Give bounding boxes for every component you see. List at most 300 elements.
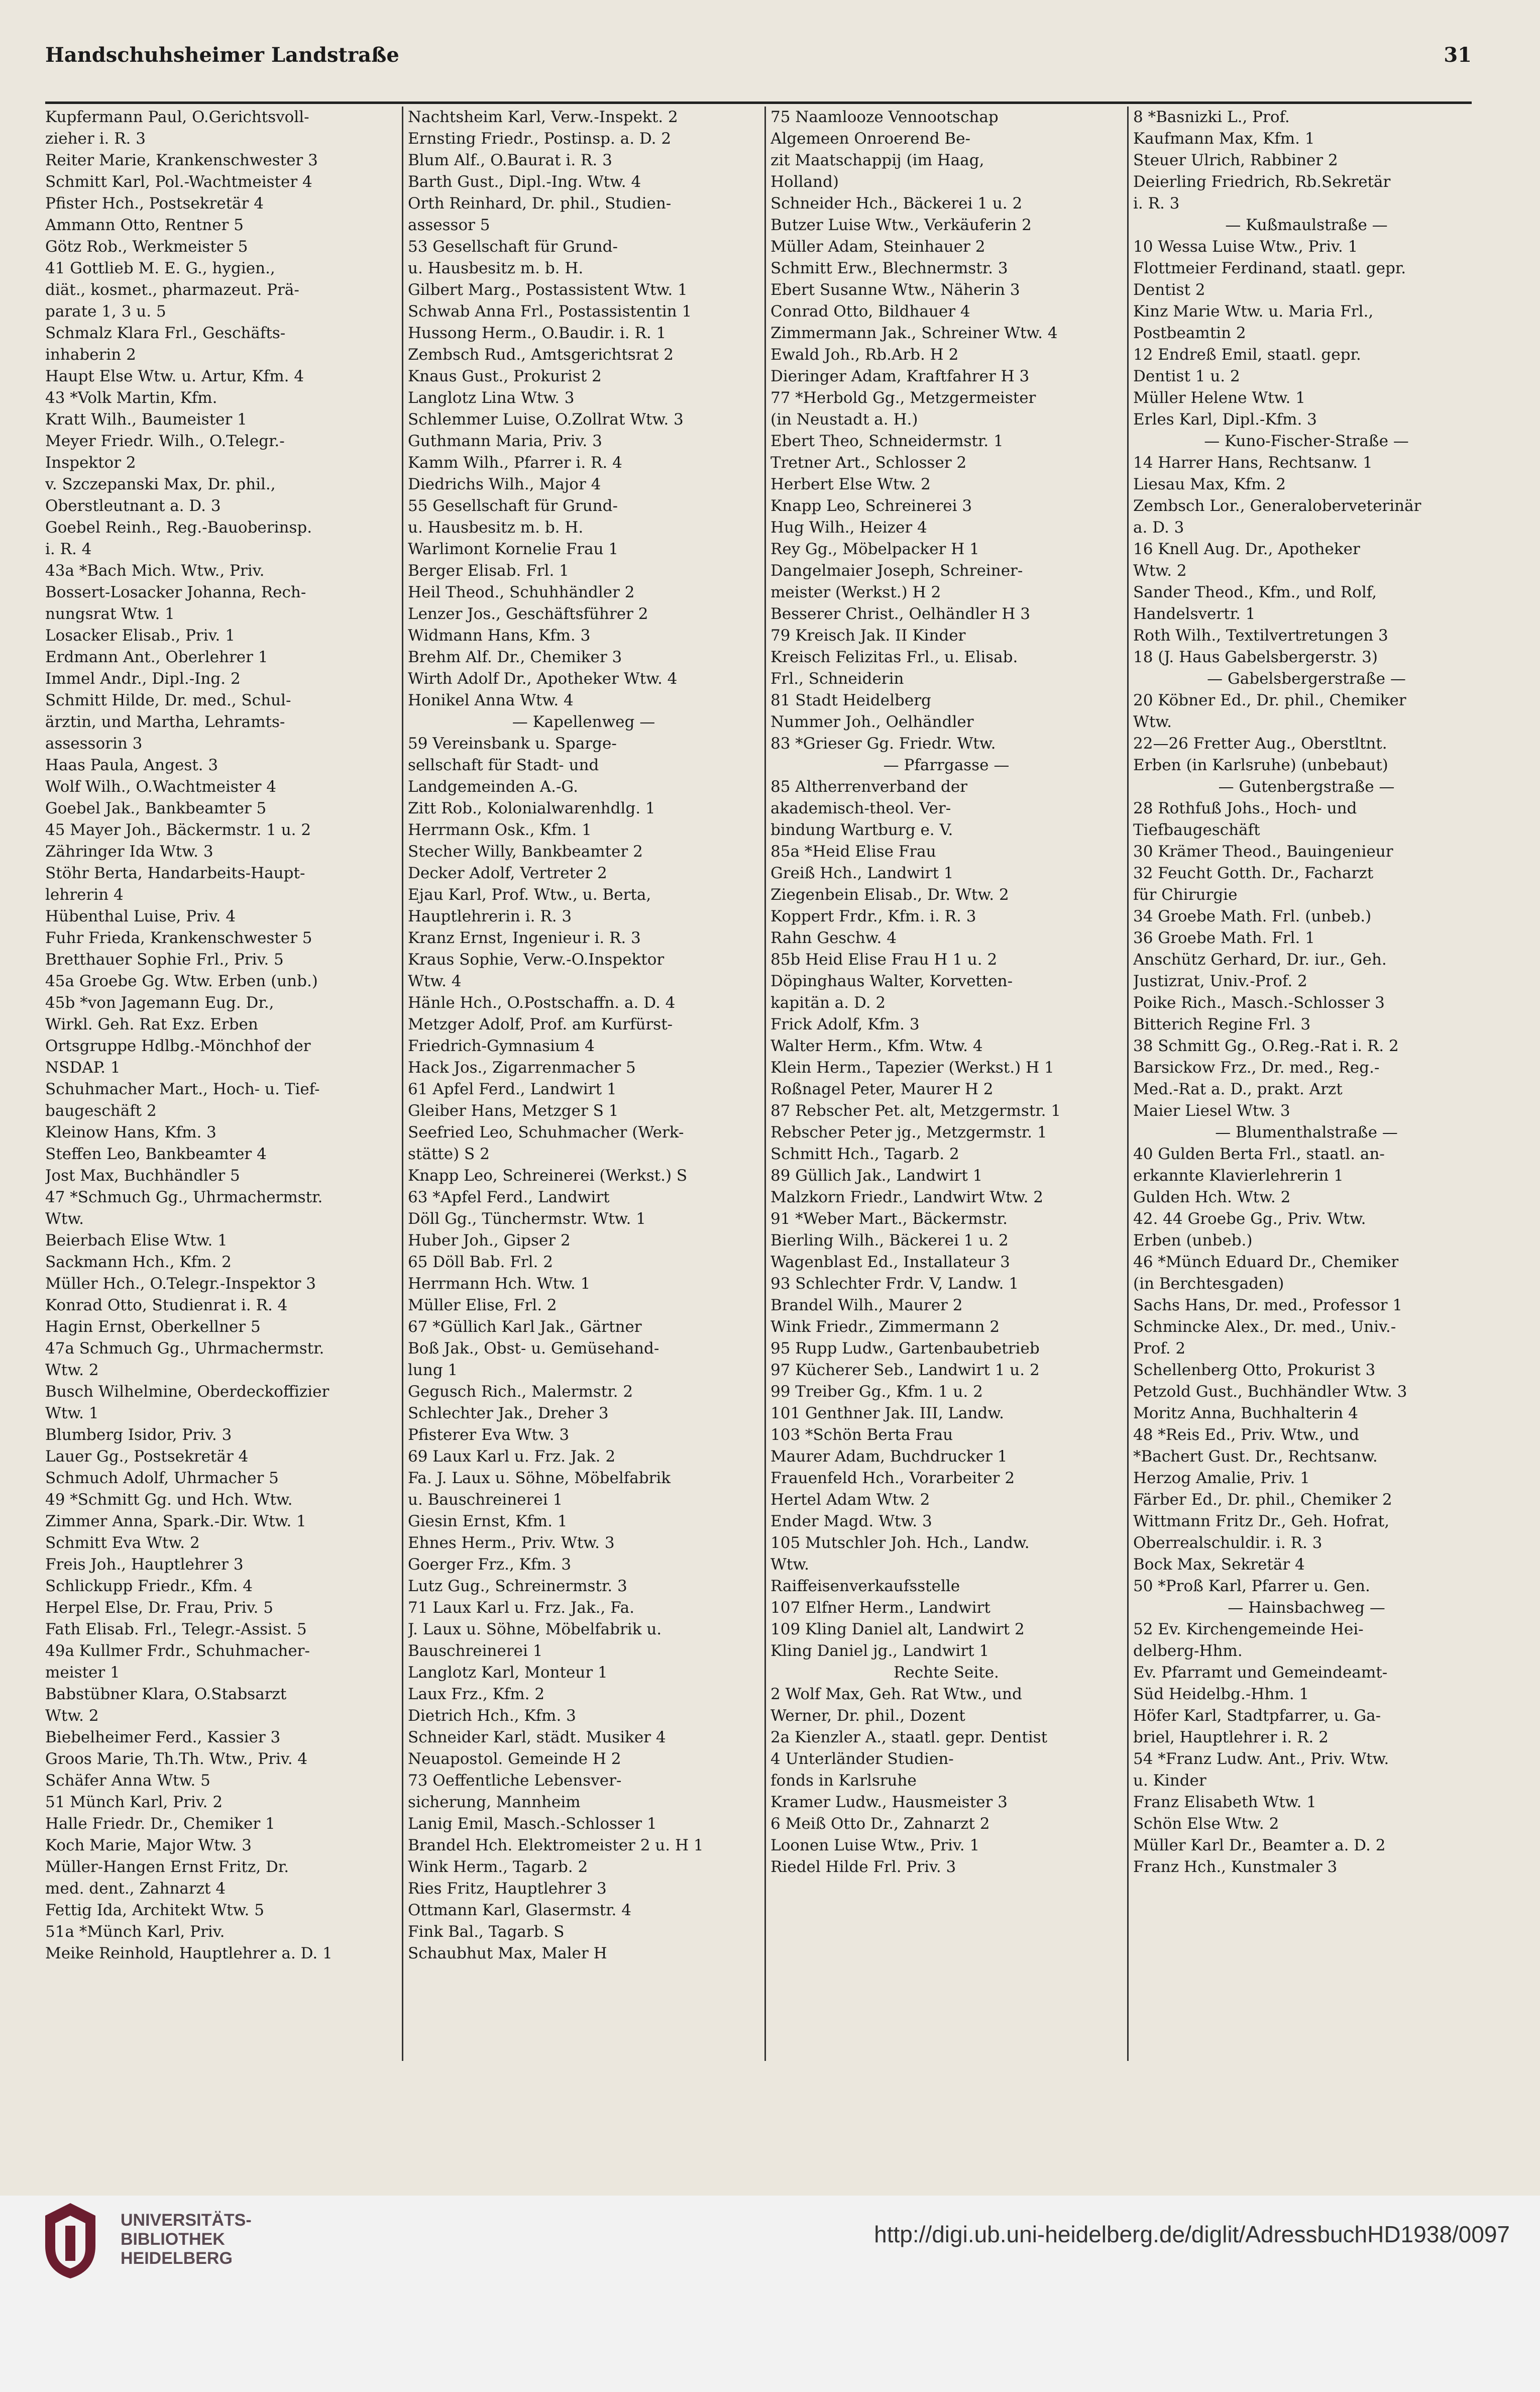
directory-entry-line: Knaus Gust., Prokurist 2 bbox=[408, 367, 602, 385]
directory-entry-line: Götz Rob., Werkmeister 5 bbox=[45, 238, 248, 256]
directory-entry-line: Deierling Friedrich, Rb.Sekretär bbox=[1133, 173, 1391, 191]
directory-entry-line: 71 Laux Karl u. Frz. Jak., Fa. bbox=[408, 1599, 634, 1617]
directory-entry-line: 45b *von Jagemann Eug. Dr., bbox=[45, 994, 274, 1012]
directory-entry-line: Oberstleutnant a. D. 3 bbox=[45, 497, 221, 515]
directory-entry-line: Erles Karl, Dipl.-Kfm. 3 bbox=[1133, 410, 1317, 429]
directory-entry-line: sicherung, Mannheim bbox=[408, 1793, 581, 1811]
directory-entry-line: Riedel Hilde Frl. Priv. 3 bbox=[771, 1858, 956, 1876]
directory-entry-line: Oberrealschuldir. i. R. 3 bbox=[1133, 1534, 1323, 1552]
directory-entry-line: 97 Kücherer Seb., Landwirt 1 u. 2 bbox=[771, 1361, 1040, 1379]
directory-entry-line: Boß Jak., Obst- u. Gemüsehand- bbox=[408, 1339, 659, 1358]
directory-entry-line: Döll Gg., Tünchermstr. Wtw. 1 bbox=[408, 1210, 646, 1228]
page-header bbox=[45, 39, 1472, 69]
directory-entry-line: Maurer Adam, Buchdrucker 1 bbox=[771, 1447, 1008, 1466]
directory-entry-line: Kramer Ludw., Hausmeister 3 bbox=[771, 1793, 1008, 1811]
library-name-line: UNIVERSITÄTS- bbox=[121, 2211, 252, 2230]
directory-entry-line: Kaufmann Max, Kfm. 1 bbox=[1133, 130, 1315, 148]
directory-entry-line: Neuapostol. Gemeinde H 2 bbox=[408, 1750, 621, 1768]
directory-entry-line: 49 *Schmitt Gg. und Hch. Wtw. bbox=[45, 1491, 293, 1509]
directory-entry-line: Steuer Ulrich, Rabbiner 2 bbox=[1133, 151, 1338, 169]
directory-entry-line: Rebscher Peter jg., Metzgermstr. 1 bbox=[771, 1123, 1047, 1141]
directory-entry-line: 79 Kreisch Jak. II Kinder bbox=[771, 627, 966, 645]
directory-entry-line: 49a Kullmer Frdr., Schuhmacher- bbox=[45, 1642, 310, 1660]
directory-entry-line: Kleinow Hans, Kfm. 3 bbox=[45, 1123, 216, 1141]
directory-entry-line: Wink Friedr., Zimmermann 2 bbox=[771, 1318, 1000, 1336]
directory-entry-line: Hug Wilh., Heizer 4 bbox=[771, 518, 927, 537]
directory-entry-line: 12 Endreß Emil, staatl. gepr. bbox=[1133, 346, 1361, 364]
directory-entry-line: Reiter Marie, Krankenschwester 3 bbox=[45, 151, 318, 169]
directory-entry-line: Fath Elisab. Frl., Telegr.-Assist. 5 bbox=[45, 1620, 307, 1638]
directory-entry-line: Maier Liesel Wtw. 3 bbox=[1133, 1102, 1290, 1120]
directory-entry-line: Losacker Elisab., Priv. 1 bbox=[45, 627, 235, 645]
directory-entry-line: sellschaft für Stadt- und bbox=[408, 756, 599, 774]
directory-entry-line: Schlemmer Luise, O.Zollrat Wtw. 3 bbox=[408, 410, 684, 429]
directory-entry-line: Erben (in Karlsruhe) (unbebaut) bbox=[1133, 756, 1388, 774]
directory-entry-line: Frl., Schneiderin bbox=[771, 670, 904, 688]
directory-entry-line: 67 *Güllich Karl Jak., Gärtner bbox=[408, 1318, 642, 1336]
directory-entry-line: (in Neustadt a. H.) bbox=[771, 410, 918, 429]
directory-entry-line: Lauer Gg., Postsekretär 4 bbox=[45, 1447, 249, 1466]
directory-entry-line: Wtw. bbox=[45, 1210, 84, 1228]
directory-entry-line: Brandel Wilh., Maurer 2 bbox=[771, 1296, 963, 1314]
directory-entry-line: 10 Wessa Luise Wtw., Priv. 1 bbox=[1133, 238, 1358, 256]
directory-entry-line: Justizrat, Univ.-Prof. 2 bbox=[1133, 972, 1307, 990]
directory-entry-line: Hagin Ernst, Oberkellner 5 bbox=[45, 1318, 261, 1336]
directory-entry-line: Brandel Hch. Elektromeister 2 u. H 1 bbox=[408, 1836, 704, 1854]
directory-entry-line: 2 Wolf Max, Geh. Rat Wtw., und bbox=[771, 1685, 1022, 1703]
directory-entry-line: Kranz Ernst, Ingenieur i. R. 3 bbox=[408, 929, 641, 947]
directory-entry-line: Rechte Seite. bbox=[894, 1663, 999, 1682]
directory-entry-line: — Kuno-Fischer-Straße — bbox=[1204, 432, 1409, 450]
directory-entry-line: Gulden Hch. Wtw. 2 bbox=[1133, 1188, 1291, 1206]
library-logo-text bbox=[121, 2211, 252, 2268]
directory-entry-line: 65 Döll Bab. Frl. 2 bbox=[408, 1253, 553, 1271]
directory-entry-line: Biebelheimer Ferd., Kassier 3 bbox=[45, 1728, 281, 1746]
directory-entry-line: Halle Friedr. Dr., Chemiker 1 bbox=[45, 1815, 275, 1833]
directory-entry-line: u. Kinder bbox=[1133, 1772, 1206, 1790]
directory-entry-line: *Bachert Gust. Dr., Rechtsanw. bbox=[1133, 1447, 1378, 1466]
directory-entry-line: 103 *Schön Berta Frau bbox=[771, 1426, 953, 1444]
directory-entry-line: 32 Feucht Gotth. Dr., Facharzt bbox=[1133, 864, 1374, 882]
directory-entry-line: — Kapellenweg — bbox=[512, 713, 655, 731]
column-4 bbox=[1133, 107, 1480, 2061]
directory-entry-line: Herbert Else Wtw. 2 bbox=[771, 475, 931, 493]
directory-entry-line: Wtw. bbox=[771, 1555, 810, 1574]
directory-entry-line: 36 Groebe Math. Frl. 1 bbox=[1133, 929, 1315, 947]
directory-entry-line: Goerger Frz., Kfm. 3 bbox=[408, 1555, 572, 1574]
directory-entry-line: Bretthauer Sophie Frl., Priv. 5 bbox=[45, 951, 284, 969]
directory-entry-line: 22—26 Fretter Aug., Oberstltnt. bbox=[1133, 735, 1387, 753]
directory-entry-line: 69 Laux Karl u. Frz. Jak. 2 bbox=[408, 1447, 616, 1466]
directory-entry-line: Langlotz Karl, Monteur 1 bbox=[408, 1663, 608, 1682]
directory-entry-line: Raiffeisenverkaufsstelle bbox=[771, 1577, 960, 1595]
directory-entry-line: 53 Gesellschaft für Grund- bbox=[408, 238, 618, 256]
directory-entry-line: Flottmeier Ferdinand, staatl. gepr. bbox=[1133, 259, 1406, 277]
directory-entry-line: Ev. Pfarramt und Gemeindeamt- bbox=[1133, 1663, 1388, 1682]
directory-entry-line: delberg-Hhm. bbox=[1133, 1642, 1243, 1660]
directory-entry-line: Wolf Wilh., O.Wachtmeister 4 bbox=[45, 778, 276, 796]
page-number: 31 bbox=[1444, 43, 1472, 67]
directory-entry-line: 14 Harrer Hans, Rechtsanw. 1 bbox=[1133, 454, 1373, 472]
directory-entry-line: 47 *Schmuch Gg., Uhrmachermstr. bbox=[45, 1188, 323, 1206]
directory-entry-line: Bitterich Regine Frl. 3 bbox=[1133, 1015, 1311, 1033]
directory-entry-line: kapitän a. D. 2 bbox=[771, 994, 886, 1012]
directory-entry-line: Guthmann Maria, Priv. 3 bbox=[408, 432, 602, 450]
directory-entry-line: Walter Herm., Kfm. Wtw. 4 bbox=[771, 1037, 983, 1055]
directory-entry-line: Konrad Otto, Studienrat i. R. 4 bbox=[45, 1296, 288, 1314]
directory-entry-line: 51 Münch Karl, Priv. 2 bbox=[45, 1793, 223, 1811]
directory-entry-line: Handelsvertr. 1 bbox=[1133, 605, 1256, 623]
directory-entry-line: 6 Meiß Otto Dr., Zahnarzt 2 bbox=[771, 1815, 990, 1833]
directory-entry-line: Petzold Gust., Buchhändler Wtw. 3 bbox=[1133, 1383, 1407, 1401]
directory-entry-line: Gegusch Rich., Malermstr. 2 bbox=[408, 1383, 633, 1401]
directory-entry-line: Barth Gust., Dipl.-Ing. Wtw. 4 bbox=[408, 173, 641, 191]
directory-entry-line: Honikel Anna Wtw. 4 bbox=[408, 691, 574, 709]
directory-entry-line: Giesin Ernst, Kfm. 1 bbox=[408, 1512, 568, 1530]
directory-entry-line: Schmitt Hilde, Dr. med., Schul- bbox=[45, 691, 291, 709]
directory-entry-line: Hauptlehrerin i. R. 3 bbox=[408, 907, 572, 925]
directory-entry-line: Babstübner Klara, O.Stabsarzt bbox=[45, 1685, 287, 1703]
directory-entry-line: Widmann Hans, Kfm. 3 bbox=[408, 627, 591, 645]
directory-entry-line: Schlechter Jak., Dreher 3 bbox=[408, 1404, 609, 1422]
directory-entry-line: Schmitt Hch., Tagarb. 2 bbox=[771, 1145, 959, 1163]
directory-entry-line: 107 Elfner Herm., Landwirt bbox=[771, 1599, 991, 1617]
library-name-line: BIBLIOTHEK bbox=[121, 2230, 225, 2249]
directory-entry-line: Franz Elisabeth Wtw. 1 bbox=[1133, 1793, 1316, 1811]
directory-entry-line: Müller Karl Dr., Beamter a. D. 2 bbox=[1133, 1836, 1386, 1854]
directory-entry-line: Müller Adam, Steinhauer 2 bbox=[771, 238, 985, 256]
directory-entry-line: Kratt Wilh., Baumeister 1 bbox=[45, 410, 247, 429]
directory-entry-line: Meyer Friedr. Wilh., O.Telegr.- bbox=[45, 432, 285, 450]
directory-entry-line: Hussong Herm., O.Baudir. i. R. 1 bbox=[408, 324, 667, 342]
directory-entry-line: Beierbach Elise Wtw. 1 bbox=[45, 1231, 228, 1250]
directory-entry-line: Kamm Wilh., Pfarrer i. R. 4 bbox=[408, 454, 622, 472]
column-divider bbox=[764, 107, 766, 2061]
directory-entry-line: fonds in Karlsruhe bbox=[771, 1772, 917, 1790]
directory-entry-line: Schuhmacher Mart., Hoch- u. Tief- bbox=[45, 1080, 320, 1098]
directory-entry-line: Ewald Joh., Rb.Arb. H 2 bbox=[771, 346, 959, 364]
directory-entry-line: Holland) bbox=[771, 173, 839, 191]
directory-entry-line: Frick Adolf, Kfm. 3 bbox=[771, 1015, 920, 1033]
directory-entry-line: 40 Gulden Berta Frl., staatl. an- bbox=[1133, 1145, 1385, 1163]
directory-entry-line: Friedrich-Gymnasium 4 bbox=[408, 1037, 595, 1055]
directory-entry-line: Ejau Karl, Prof. Wtw., u. Berta, bbox=[408, 886, 651, 904]
directory-entry-line: Wink Herm., Tagarb. 2 bbox=[408, 1858, 588, 1876]
directory-entry-line: Dangelmaier Joseph, Schreiner- bbox=[771, 562, 1023, 580]
directory-entry-line: Knapp Leo, Schreinerei (Werkst.) S bbox=[408, 1167, 688, 1185]
directory-entry-line: 30 Krämer Theod., Bauingenieur bbox=[1133, 843, 1393, 861]
directory-entry-line: 83 *Grieser Gg. Friedr. Wtw. bbox=[771, 735, 996, 753]
directory-entry-line: Haas Paula, Angest. 3 bbox=[45, 756, 218, 774]
directory-entry-line: Nachtsheim Karl, Verw.-Inspekt. 2 bbox=[408, 108, 678, 126]
directory-entry-line: meister (Werkst.) H 2 bbox=[771, 583, 941, 601]
directory-entry-line: 42. 44 Groebe Gg., Priv. Wtw. bbox=[1133, 1210, 1366, 1228]
directory-entry-line: Lutz Gug., Schreinermstr. 3 bbox=[408, 1577, 627, 1595]
column-2 bbox=[408, 107, 759, 2061]
directory-entry-line: 109 Kling Daniel alt, Landwirt 2 bbox=[771, 1620, 1025, 1638]
directory-entry-line: diät., kosmet., pharmazeut. Prä- bbox=[45, 281, 299, 299]
directory-entry-line: Schön Else Wtw. 2 bbox=[1133, 1815, 1279, 1833]
directory-entry-line: Ehnes Herm., Priv. Wtw. 3 bbox=[408, 1534, 615, 1552]
directory-entry-line: Schlickupp Friedr., Kfm. 4 bbox=[45, 1577, 253, 1595]
directory-entry-line: Blumberg Isidor, Priv. 3 bbox=[45, 1426, 232, 1444]
directory-entry-line: u. Bauschreinerei 1 bbox=[408, 1491, 563, 1509]
directory-entry-line: 54 *Franz Ludw. Ant., Priv. Wtw. bbox=[1133, 1750, 1389, 1768]
directory-entry-line: Diedrichs Wilh., Major 4 bbox=[408, 475, 601, 493]
directory-entry-line: Huber Joh., Gipser 2 bbox=[408, 1231, 571, 1250]
directory-entry-line: a. D. 3 bbox=[1133, 518, 1184, 537]
directory-entry-line: Schmitt Eva Wtw. 2 bbox=[45, 1534, 200, 1552]
directory-entry-line: Höfer Karl, Stadtpfarrer, u. Ga- bbox=[1133, 1707, 1381, 1725]
directory-entry-line: erkannte Klavierlehrerin 1 bbox=[1133, 1167, 1344, 1185]
directory-entry-line: Werner, Dr. phil., Dozent bbox=[771, 1707, 965, 1725]
directory-entry-line: ärztin, und Martha, Lehramts- bbox=[45, 713, 285, 731]
directory-entry-line: Berger Elisab. Frl. 1 bbox=[408, 562, 569, 580]
directory-entry-line: Schmuch Adolf, Uhrmacher 5 bbox=[45, 1469, 279, 1487]
directory-entry-line: Butzer Luise Wtw., Verkäuferin 2 bbox=[771, 216, 1032, 234]
directory-entry-line: Brehm Alf. Dr., Chemiker 3 bbox=[408, 648, 622, 666]
directory-entry-line: Loonen Luise Wtw., Priv. 1 bbox=[771, 1836, 980, 1854]
directory-entry-line: Franz Hch., Kunstmaler 3 bbox=[1133, 1858, 1338, 1876]
directory-entry-line: Hertel Adam Wtw. 2 bbox=[771, 1491, 930, 1509]
directory-entry-line: Wittmann Fritz Dr., Geh. Hofrat, bbox=[1133, 1512, 1390, 1530]
directory-entry-line: Inspektor 2 bbox=[45, 454, 136, 472]
directory-entry-line: Sackmann Hch., Kfm. 2 bbox=[45, 1253, 232, 1271]
directory-entry-line: Stecher Willy, Bankbeamter 2 bbox=[408, 843, 643, 861]
directory-entry-line: stätte) S 2 bbox=[408, 1145, 490, 1163]
directory-entry-line: Seefried Leo, Schuhmacher (Werk- bbox=[408, 1123, 684, 1141]
directory-entry-line: Wirkl. Geh. Rat Exz. Erben bbox=[45, 1015, 258, 1033]
directory-entry-line: Schäfer Anna Wtw. 5 bbox=[45, 1772, 210, 1790]
directory-entry-line: — Pfarrgasse — bbox=[883, 756, 1010, 774]
directory-entry-line: v. Szczepanski Max, Dr. phil., bbox=[45, 475, 276, 493]
directory-entry-line: Bossert-Losacker Johanna, Rech- bbox=[45, 583, 306, 601]
directory-entry-line: 85 Altherrenverband der bbox=[771, 778, 967, 796]
directory-entry-line: Bauschreinerei 1 bbox=[408, 1642, 543, 1660]
directory-entry-line: Hübenthal Luise, Priv. 4 bbox=[45, 907, 236, 925]
directory-entry-line: Herrmann Osk., Kfm. 1 bbox=[408, 821, 592, 839]
directory-entry-line: Färber Ed., Dr. phil., Chemiker 2 bbox=[1133, 1491, 1392, 1509]
directory-entry-line: Rey Gg., Möbelpacker H 1 bbox=[771, 540, 979, 558]
directory-entry-line: J. Laux u. Söhne, Möbelfabrik u. bbox=[408, 1620, 662, 1638]
directory-entry-line: 51a *Münch Karl, Priv. bbox=[45, 1923, 225, 1941]
directory-entry-line: — Blumenthalstraße — bbox=[1215, 1123, 1398, 1141]
directory-entry-line: Fink Bal., Tagarb. S bbox=[408, 1923, 565, 1941]
directory-entry-line: — Hainsbachweg — bbox=[1228, 1599, 1385, 1617]
directory-entry-line: nungsrat Wtw. 1 bbox=[45, 605, 175, 623]
directory-entry-line: Lanig Emil, Masch.-Schlosser 1 bbox=[408, 1815, 657, 1833]
column-divider bbox=[1127, 107, 1129, 2061]
directory-entry-line: Moritz Anna, Buchhalterin 4 bbox=[1133, 1404, 1358, 1422]
directory-entry-line: Ender Magd. Wtw. 3 bbox=[771, 1512, 932, 1530]
directory-entry-line: Greiß Hch., Landwirt 1 bbox=[771, 864, 954, 882]
running-title: Handschuhsheimer Landstraße bbox=[45, 43, 399, 67]
directory-entry-line: 16 Knell Aug. Dr., Apotheker bbox=[1133, 540, 1360, 558]
directory-entry-line: 28 Rothfuß Johs., Hoch- und bbox=[1133, 799, 1357, 817]
directory-entry-line: Müller Hch., O.Telegr.-Inspektor 3 bbox=[45, 1275, 316, 1293]
directory-entry-line: Tretner Art., Schlosser 2 bbox=[771, 454, 967, 472]
directory-entry-line: Fettig Ida, Architekt Wtw. 5 bbox=[45, 1901, 264, 1919]
footer-bar bbox=[0, 2196, 1540, 2392]
directory-entry-line: Schmitt Erw., Blechnermstr. 3 bbox=[771, 259, 1008, 277]
directory-entry-line: Sander Theod., Kfm., und Rolf, bbox=[1133, 583, 1377, 601]
directory-entry-line: Fuhr Frieda, Krankenschwester 5 bbox=[45, 929, 312, 947]
directory-entry-line: Hänle Hch., O.Postschaffn. a. D. 4 bbox=[408, 994, 676, 1012]
directory-entry-line: Prof. 2 bbox=[1133, 1339, 1186, 1358]
directory-entry-line: Schneider Hch., Bäckerei 1 u. 2 bbox=[771, 194, 1023, 213]
directory-entry-line: Frauenfeld Hch., Vorarbeiter 2 bbox=[771, 1469, 1015, 1487]
directory-entry-line: Gilbert Marg., Postassistent Wtw. 1 bbox=[408, 281, 688, 299]
directory-entry-line: Zembsch Rud., Amtsgerichtsrat 2 bbox=[408, 346, 674, 364]
directory-entry-line: 93 Schlechter Frdr. V, Landw. 1 bbox=[771, 1275, 1019, 1293]
directory-entry-line: 85a *Heid Elise Frau bbox=[771, 843, 936, 861]
directory-entry-line: u. Hausbesitz m. b. H. bbox=[408, 259, 584, 277]
directory-entry-line: Müller-Hangen Ernst Fritz, Dr. bbox=[45, 1858, 289, 1876]
directory-entry-line: 45a Groebe Gg. Wtw. Erben (unb.) bbox=[45, 972, 318, 990]
directory-entry-line: Schaubhut Max, Maler H bbox=[408, 1944, 607, 1962]
directory-entry-line: Postbeamtin 2 bbox=[1133, 324, 1246, 342]
directory-entry-line: Koch Marie, Major Wtw. 3 bbox=[45, 1836, 252, 1854]
directory-entry-line: Immel Andr., Dipl.-Ing. 2 bbox=[45, 670, 241, 688]
directory-entry-line: Schellenberg Otto, Prokurist 3 bbox=[1133, 1361, 1376, 1379]
directory-entry-line: Barsickow Frz., Dr. med., Reg.- bbox=[1133, 1059, 1380, 1077]
directory-entry-line: 45 Mayer Joh., Bäckermstr. 1 u. 2 bbox=[45, 821, 311, 839]
directory-entry-line: 43a *Bach Mich. Wtw., Priv. bbox=[45, 562, 265, 580]
directory-entry-line: 20 Köbner Ed., Dr. phil., Chemiker bbox=[1133, 691, 1406, 709]
directory-entry-line: Anschütz Gerhard, Dr. iur., Geh. bbox=[1133, 951, 1387, 969]
directory-entry-line: akademisch-theol. Ver- bbox=[771, 799, 951, 817]
directory-entry-line: Rahn Geschw. 4 bbox=[771, 929, 897, 947]
directory-entry-line: 43 *Volk Martin, Kfm. bbox=[45, 389, 217, 407]
directory-entry-line: Pfister Hch., Postsekretär 4 bbox=[45, 194, 264, 213]
directory-entry-line: 95 Rupp Ludw., Gartenbaubetrieb bbox=[771, 1339, 1040, 1358]
directory-entry-line: Herzog Amalie, Priv. 1 bbox=[1133, 1469, 1310, 1487]
directory-entry-line: Med.-Rat a. D., prakt. Arzt bbox=[1133, 1080, 1343, 1098]
directory-entry-line: 8 *Basnizki L., Prof. bbox=[1133, 108, 1290, 126]
directory-entry-line: NSDAP. 1 bbox=[45, 1059, 121, 1077]
directory-entry-line: 99 Treiber Gg., Kfm. 1 u. 2 bbox=[771, 1383, 983, 1401]
directory-entry-line: 101 Genthner Jak. III, Landw. bbox=[771, 1404, 1004, 1422]
directory-entry-line: Döpinghaus Walter, Korvetten- bbox=[771, 972, 1013, 990]
directory-entry-line: Orth Reinhard, Dr. phil., Studien- bbox=[408, 194, 672, 213]
directory-entry-line: lehrerin 4 bbox=[45, 886, 124, 904]
directory-entry-line: Schneider Karl, städt. Musiker 4 bbox=[408, 1728, 666, 1746]
directory-entry-line: Liesau Max, Kfm. 2 bbox=[1133, 475, 1286, 493]
directory-entry-line: Besserer Christ., Oelhändler H 3 bbox=[771, 605, 1030, 623]
directory-entry-line: — Gutenbergstraße — bbox=[1218, 778, 1395, 796]
directory-entry-line: Wtw. 2 bbox=[45, 1361, 99, 1379]
directory-entry-line: Malzkorn Friedr., Landwirt Wtw. 2 bbox=[771, 1188, 1044, 1206]
directory-entry-line: bindung Wartburg e. V. bbox=[771, 821, 953, 839]
directory-entry-line: Gleiber Hans, Metzger S 1 bbox=[408, 1102, 619, 1120]
directory-entry-line: Goebel Reinh., Reg.-Bauoberinsp. bbox=[45, 518, 312, 537]
directory-entry-line: Hack Jos., Zigarrenmacher 5 bbox=[408, 1059, 636, 1077]
directory-entry-line: Zembsch Lor., Generaloberveterinär bbox=[1133, 497, 1421, 515]
directory-entry-line: Algemeen Onroerend Be- bbox=[771, 130, 971, 148]
directory-entry-line: 47a Schmuch Gg., Uhrmachermstr. bbox=[45, 1339, 324, 1358]
column-1 bbox=[45, 107, 397, 2061]
directory-entry-line: 34 Groebe Math. Frl. (unbeb.) bbox=[1133, 907, 1372, 925]
directory-entry-line: Kraus Sophie, Verw.-O.Inspektor bbox=[408, 951, 665, 969]
directory-entry-line: assessorin 3 bbox=[45, 735, 143, 753]
directory-entry-line: Landgemeinden A.-G. bbox=[408, 778, 578, 796]
directory-entry-line: Schmincke Alex., Dr. med., Univ.- bbox=[1133, 1318, 1396, 1336]
directory-entry-line: Dieringer Adam, Kraftfahrer H 3 bbox=[771, 367, 1030, 385]
directory-entry-line: Schmalz Klara Frl., Geschäfts- bbox=[45, 324, 286, 342]
permalink-url[interactable]: http://digi.ub.uni-heidelberg.de/diglit/AdressbuchHD1938/0097 bbox=[874, 2221, 1510, 2247]
header-rule bbox=[45, 101, 1472, 104]
directory-entry-line: Klein Herm., Tapezier (Werkst.) H 1 bbox=[771, 1059, 1054, 1077]
directory-entry-line: 52 Ev. Kirchengemeinde Hei- bbox=[1133, 1620, 1364, 1638]
directory-entry-line: Steffen Leo, Bankbeamter 4 bbox=[45, 1145, 267, 1163]
directory-entry-line: Blum Alf., O.Baurat i. R. 3 bbox=[408, 151, 612, 169]
directory-entry-line: Freis Joh., Hauptlehrer 3 bbox=[45, 1555, 244, 1574]
directory-entry-line: Schwab Anna Frl., Postassistentin 1 bbox=[408, 302, 692, 321]
directory-entry-line: Knapp Leo, Schreinerei 3 bbox=[771, 497, 972, 515]
directory-entry-line: für Chirurgie bbox=[1133, 886, 1238, 904]
directory-entry-line: Wirth Adolf Dr., Apotheker Wtw. 4 bbox=[408, 670, 678, 688]
directory-entry-line: 89 Güllich Jak., Landwirt 1 bbox=[771, 1167, 983, 1185]
directory-entry-line: 73 Oeffentliche Lebensver- bbox=[408, 1772, 622, 1790]
directory-entry-line: Tiefbaugeschäft bbox=[1133, 821, 1260, 839]
directory-entry-line: zit Maatschappij (im Haag, bbox=[771, 151, 984, 169]
directory-entry-line: Warlimont Kornelie Frau 1 bbox=[408, 540, 619, 558]
directory-entry-line: 85b Heid Elise Frau H 1 u. 2 bbox=[771, 951, 998, 969]
directory-entry-line: Kinz Marie Wtw. u. Maria Frl., bbox=[1133, 302, 1374, 321]
directory-entry-line: med. dent., Zahnarzt 4 bbox=[45, 1880, 226, 1898]
directory-entry-line: (in Berchtesgaden) bbox=[1133, 1275, 1284, 1293]
directory-entry-line: Wagenblast Ed., Installateur 3 bbox=[771, 1253, 1010, 1271]
directory-entry-line: Schmitt Karl, Pol.-Wachtmeister 4 bbox=[45, 173, 312, 191]
directory-entry-line: assessor 5 bbox=[408, 216, 490, 234]
directory-entry-line: Erdmann Ant., Oberlehrer 1 bbox=[45, 648, 268, 666]
directory-entry-line: 91 *Weber Mart., Bäckermstr. bbox=[771, 1210, 1008, 1228]
directory-entry-line: Zimmer Anna, Spark.-Dir. Wtw. 1 bbox=[45, 1512, 306, 1530]
directory-entry-line: Goebel Jak., Bankbeamter 5 bbox=[45, 799, 267, 817]
directory-entry-line: Wtw. 2 bbox=[1133, 562, 1187, 580]
directory-entry-line: Wtw. 4 bbox=[408, 972, 462, 990]
directory-entry-line: 46 *Münch Eduard Dr., Chemiker bbox=[1133, 1253, 1399, 1271]
directory-entry-line: — Kußmaulstraße — bbox=[1225, 216, 1388, 234]
directory-entry-line: 48 *Reis Ed., Priv. Wtw., und bbox=[1133, 1426, 1359, 1444]
directory-entry-line: Stöhr Berta, Handarbeits-Haupt- bbox=[45, 864, 305, 882]
directory-entry-line: Wtw. 1 bbox=[45, 1404, 99, 1422]
directory-entry-line: Kupfermann Paul, O.Gerichtsvoll- bbox=[45, 108, 309, 126]
directory-entry-line: Conrad Otto, Bildhauer 4 bbox=[771, 302, 970, 321]
directory-entry-line: 105 Mutschler Joh. Hch., Landw. bbox=[771, 1534, 1030, 1552]
directory-entry-line: Roth Wilh., Textilvertretungen 3 bbox=[1133, 627, 1388, 645]
directory-entry-line: Groos Marie, Th.Th. Wtw., Priv. 4 bbox=[45, 1750, 308, 1768]
directory-entry-line: Kling Daniel jg., Landwirt 1 bbox=[771, 1642, 989, 1660]
directory-entry-line: Ziegenbein Elisab., Dr. Wtw. 2 bbox=[771, 886, 1009, 904]
library-name-line: HEIDELBERG bbox=[121, 2249, 233, 2268]
directory-entry-line: Dentist 2 bbox=[1133, 281, 1205, 299]
directory-entry-line: parate 1, 3 u. 5 bbox=[45, 302, 166, 321]
directory-entry-line: 81 Stadt Heidelberg bbox=[771, 691, 931, 709]
directory-entry-line: Ebert Susanne Wtw., Näherin 3 bbox=[771, 281, 1020, 299]
directory-entry-line: Kreisch Felizitas Frl., u. Elisab. bbox=[771, 648, 1018, 666]
column-3 bbox=[771, 107, 1122, 2061]
directory-entry-line: Ammann Otto, Rentner 5 bbox=[45, 216, 244, 234]
column-divider bbox=[402, 107, 403, 2061]
directory-entry-line: briel, Hauptlehrer i. R. 2 bbox=[1133, 1728, 1329, 1746]
directory-entry-line: Bierling Wilh., Bäckerei 1 u. 2 bbox=[771, 1231, 1009, 1250]
directory-entry-line: Ortsgruppe Hdlbg.-Mönchhof der bbox=[45, 1037, 311, 1055]
directory-entry-line: Wtw. bbox=[1133, 713, 1172, 731]
directory-entry-line: Ries Fritz, Hauptlehrer 3 bbox=[408, 1880, 607, 1898]
directory-entry-line: 38 Schmitt Gg., O.Reg.-Rat i. R. 2 bbox=[1133, 1037, 1399, 1055]
directory-entry-line: 87 Rebscher Pet. alt, Metzgermstr. 1 bbox=[771, 1102, 1061, 1120]
